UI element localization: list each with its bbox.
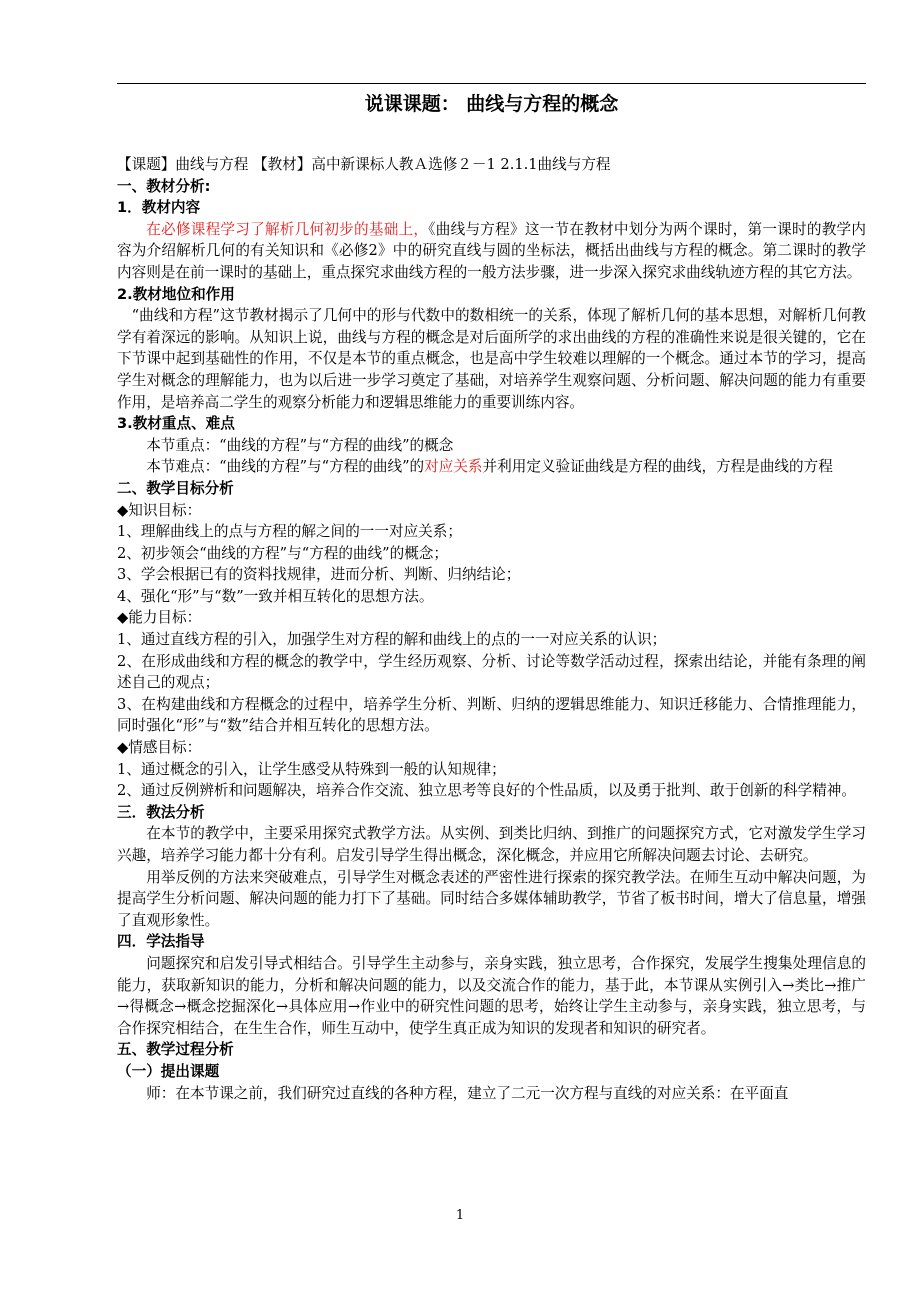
section-3-paragraph-2: 用举反例的方法来突破难点，引导学生对概念表述的严密性进行探索的探究教学法。在师生互动中解决问题，为提高学生分析问题、解决问题的能力打下了基础。同时结合多媒体辅助教学，节省了板书时间，增大了信息量，增强了直观形象性。	[117, 868, 866, 929]
section-1-heading: 一、教材分析:	[117, 177, 211, 195]
list-item: 1、通过概念的引入，让学生感受从特殊到一般的认知规律；	[117, 760, 506, 778]
document-page	[117, 90, 866, 1104]
emotion-goal-heading: ◆情感目标：	[117, 739, 202, 757]
header-rule	[117, 83, 866, 84]
course-info-line: 【课题】曲线与方程 【教材】高中新课标人教Ａ选修２－1 2.1.1曲线与方程	[117, 156, 611, 173]
list-item: 1、理解曲线上的点与方程的解之间的一一对应关系；	[117, 523, 462, 541]
section-1-2-heading: 2.教材地位和作用	[117, 285, 235, 303]
section-2-heading: 二、教学目标分析	[117, 479, 234, 497]
section-3-heading: 三．教法分析	[117, 803, 205, 821]
section-5-1-heading: （一）提出课题	[117, 1062, 220, 1080]
list-item: 3、在构建曲线和方程概念的过程中，培养学生分析、判断、归纳的逻辑思维能力、知识迁移能力、合情推理能力，同时强化“形”与“数”结合并相互转化的思想方法。	[117, 695, 866, 735]
section-3-paragraph-1: 在本节的教学中，主要采用探究式教学方法。从实例、到类比归纳、到推广的问题探究方式，它对激发学生学习兴趣，培养学习能力都十分有利。启发引导学生得出概念，深化概念，并应用它所解决问题去讨论、去研究。	[117, 825, 866, 864]
section-4-paragraph: 问题探究和启发引导式相结合。引导学生主动参与，亲身实践，独立思考，合作探究，发展学生搜集处理信息的能力，获取新知识的能力，分析和解决问题的能力，以及交流合作的能力，基于此，本节课从实例引入→类比→推广→得概念→概念挖掘深化→具体应用→作业中的研究性问题的思考，始终让学生主动参与，亲身实践，独立思考，与合作探究相结合，在生生合作，师生互动中，使学生真正成为知识的发现者和知识的研究者。	[117, 954, 866, 1037]
ability-goal-heading: ◆能力目标：	[117, 609, 202, 627]
paragraph-text: 本节难点：“曲线的方程”与“方程的曲线”的	[146, 458, 425, 476]
red-highlight-text: 对应关系	[424, 458, 483, 476]
key-point-line: 本节重点：“曲线的方程”与“方程的曲线”的概念	[146, 436, 454, 454]
paragraph-text: 《曲线与方程》这一节在教材中划分为两个课时，第一课时的教学内容为介绍解析几何的有关知识和《必修2》中的研究直线与圆的坐标法，概括出曲线与方程的概念。第二课时的教学内容则是在前一课时的基础上，重点探究求曲线方程的一般方法步骤，进一步深入探究求曲线轨迹方程的其它方法。	[117, 220, 866, 281]
section-5-1-paragraph: 师：在本节课之前，我们研究过直线的各种方程，建立了二元一次方程与直线的对应关系：在平面直	[146, 1084, 789, 1102]
list-item: 2、在形成曲线和方程的概念的教学中，学生经历观察、分析、讨论等数学活动过程，探索出结论，并能有条理的阐述自己的观点；	[117, 652, 866, 692]
list-item: 3、学会根据已有的资料找规律，进而分析、判断、归纳结论；	[117, 566, 521, 584]
list-item: 2、初步领会“曲线的方程”与“方程的曲线”的概念；	[117, 544, 449, 562]
difficulty-line	[117, 456, 866, 478]
section-4-heading: 四．学法指导	[117, 933, 205, 951]
red-highlight-text: 在必修课程学习了解析几何初步的基础上，	[146, 220, 429, 238]
paragraph-text: 并利用定义验证曲线是方程的曲线，方程是曲线的方程	[482, 458, 833, 476]
list-item: 1、通过直线方程的引入，加强学生对方程的解和曲线上的点的一一对应关系的认识；	[117, 631, 667, 649]
page-title: 说课课题： 曲线与方程的概念	[364, 93, 619, 115]
page-number: 1	[455, 1208, 465, 1223]
list-item: 4、强化“形”与“数”一致并相互转化的思想方法。	[117, 587, 434, 605]
knowledge-goal-heading: ◆知识目标：	[117, 501, 202, 519]
section-1-1-paragraph	[117, 219, 866, 284]
section-5-heading: 五、教学过程分析	[117, 1041, 234, 1059]
section-1-3-heading: 3.教材重点、难点	[117, 415, 235, 433]
section-1-1-heading: 1．教材内容	[117, 199, 201, 217]
section-1-2-paragraph: “曲线和方程”这节教材揭示了几何中的形与代数中的数相统一的关系，体现了解析几何的基本思想，对解析几何教学有着深远的影响。从知识上说，曲线与方程的概念是对后面所学的求出曲线的方程的准确性来说是很关键的，它在下节课中起到基础性的作用，不仅是本节的重点概念，也是高中学生较难以理解的一个概念。通过本节的学习，提高学生对概念的理解能力，也为以后进一步学习奠定了基础，对培养学生观察问题、分析问题、解决问题的能力有重要作用，是培养高二学生的观察分析能力和逻辑思维能力的重要训练内容。	[117, 307, 866, 411]
list-item: 2、通过反例辨析和问题解决，培养合作交流、独立思考等良好的个性品质，以及勇于批判、敢于创新的科学精神。	[117, 782, 856, 800]
